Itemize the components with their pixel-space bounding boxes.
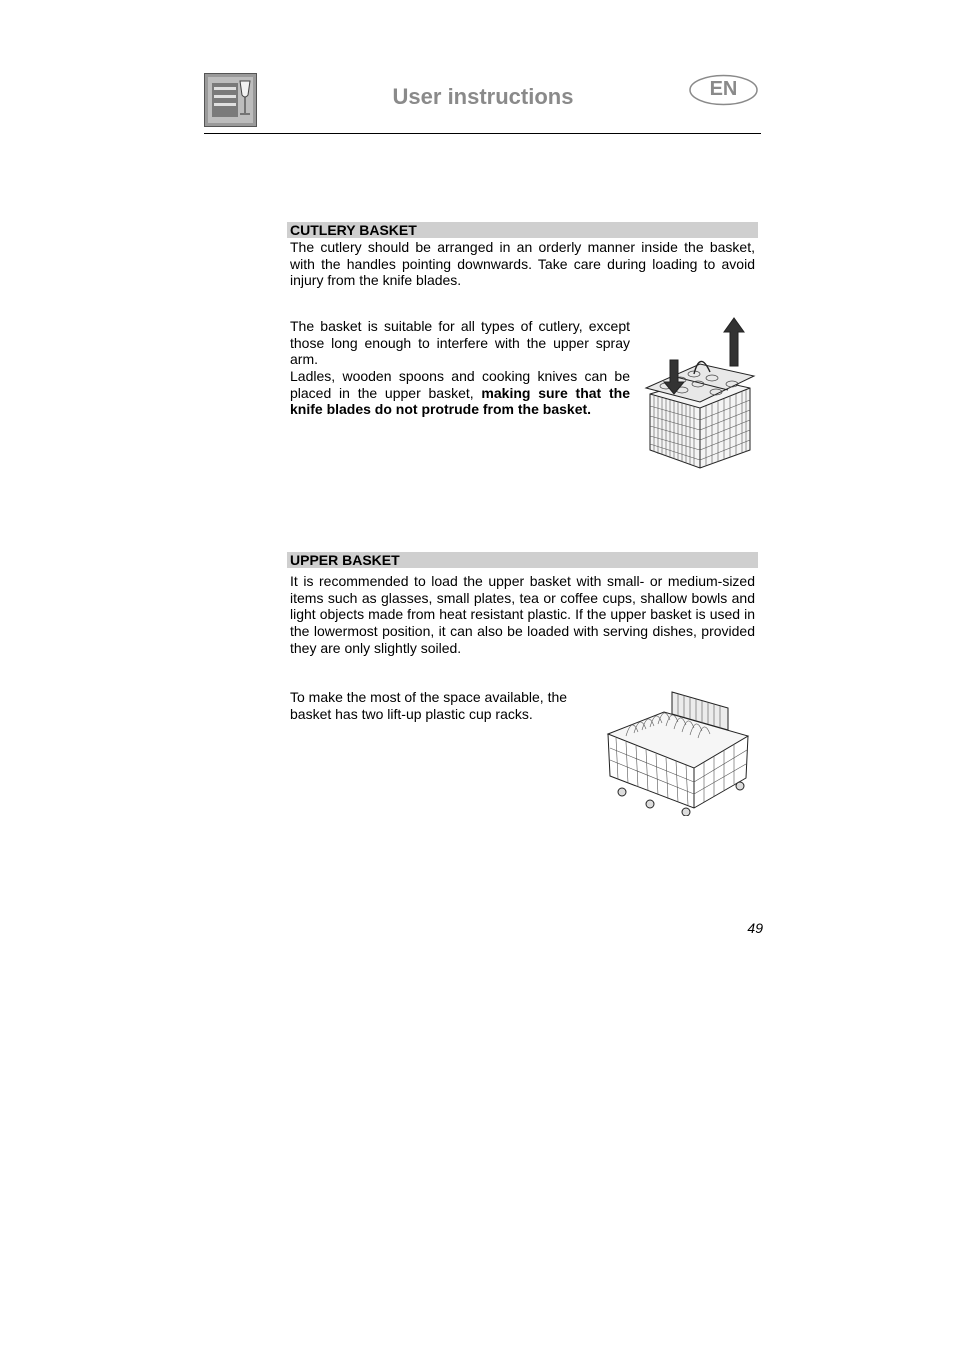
cutlery-intro-text: The cutlery should be arranged in an orderly manner inside the basket, with the handles pointing downwards. Take care during loading to avoid injury from the knife blades. (290, 239, 755, 289)
upper-basket-intro-text: It is recommended to load the upper basket with small- or medium-sized items such as glasses, small plates, tea or coffee cups, shallow bowls and light objects made from heat resistant plastic. If the upper basket is used in the lowermost position, it can also be loaded with serving dishes, provided they are only slightly soiled. (290, 573, 755, 656)
page-number: 49 (747, 920, 763, 936)
cutlery-basket-heading: CUTLERY BASKET (287, 222, 758, 238)
cutlery-basket-illustration (642, 314, 757, 474)
cutlery-ladles-text (290, 368, 630, 418)
page-title: User instructions (392, 84, 574, 109)
cutlery-ladles-warning: making sure that the knife blades do not protrude from the basket. (290, 384, 630, 418)
header-divider (204, 133, 761, 134)
cutlery-suitability-text: The basket is suitable for all types of cutlery, except those long enough to interfere with the upper spray arm. (290, 318, 630, 368)
dishwasher-logo-icon (204, 73, 257, 127)
cutlery-ladles-normal: Ladles, wooden spoons and cooking knives can be placed in the upper basket, (290, 368, 630, 401)
upper-basket-heading: UPPER BASKET (287, 552, 758, 568)
upper-basket-cup-racks-text: To make the most of the space available, the basket has two lift-up plastic cup racks. (290, 689, 568, 722)
language-code: EN (709, 78, 738, 100)
upper-basket-illustration (602, 686, 752, 816)
